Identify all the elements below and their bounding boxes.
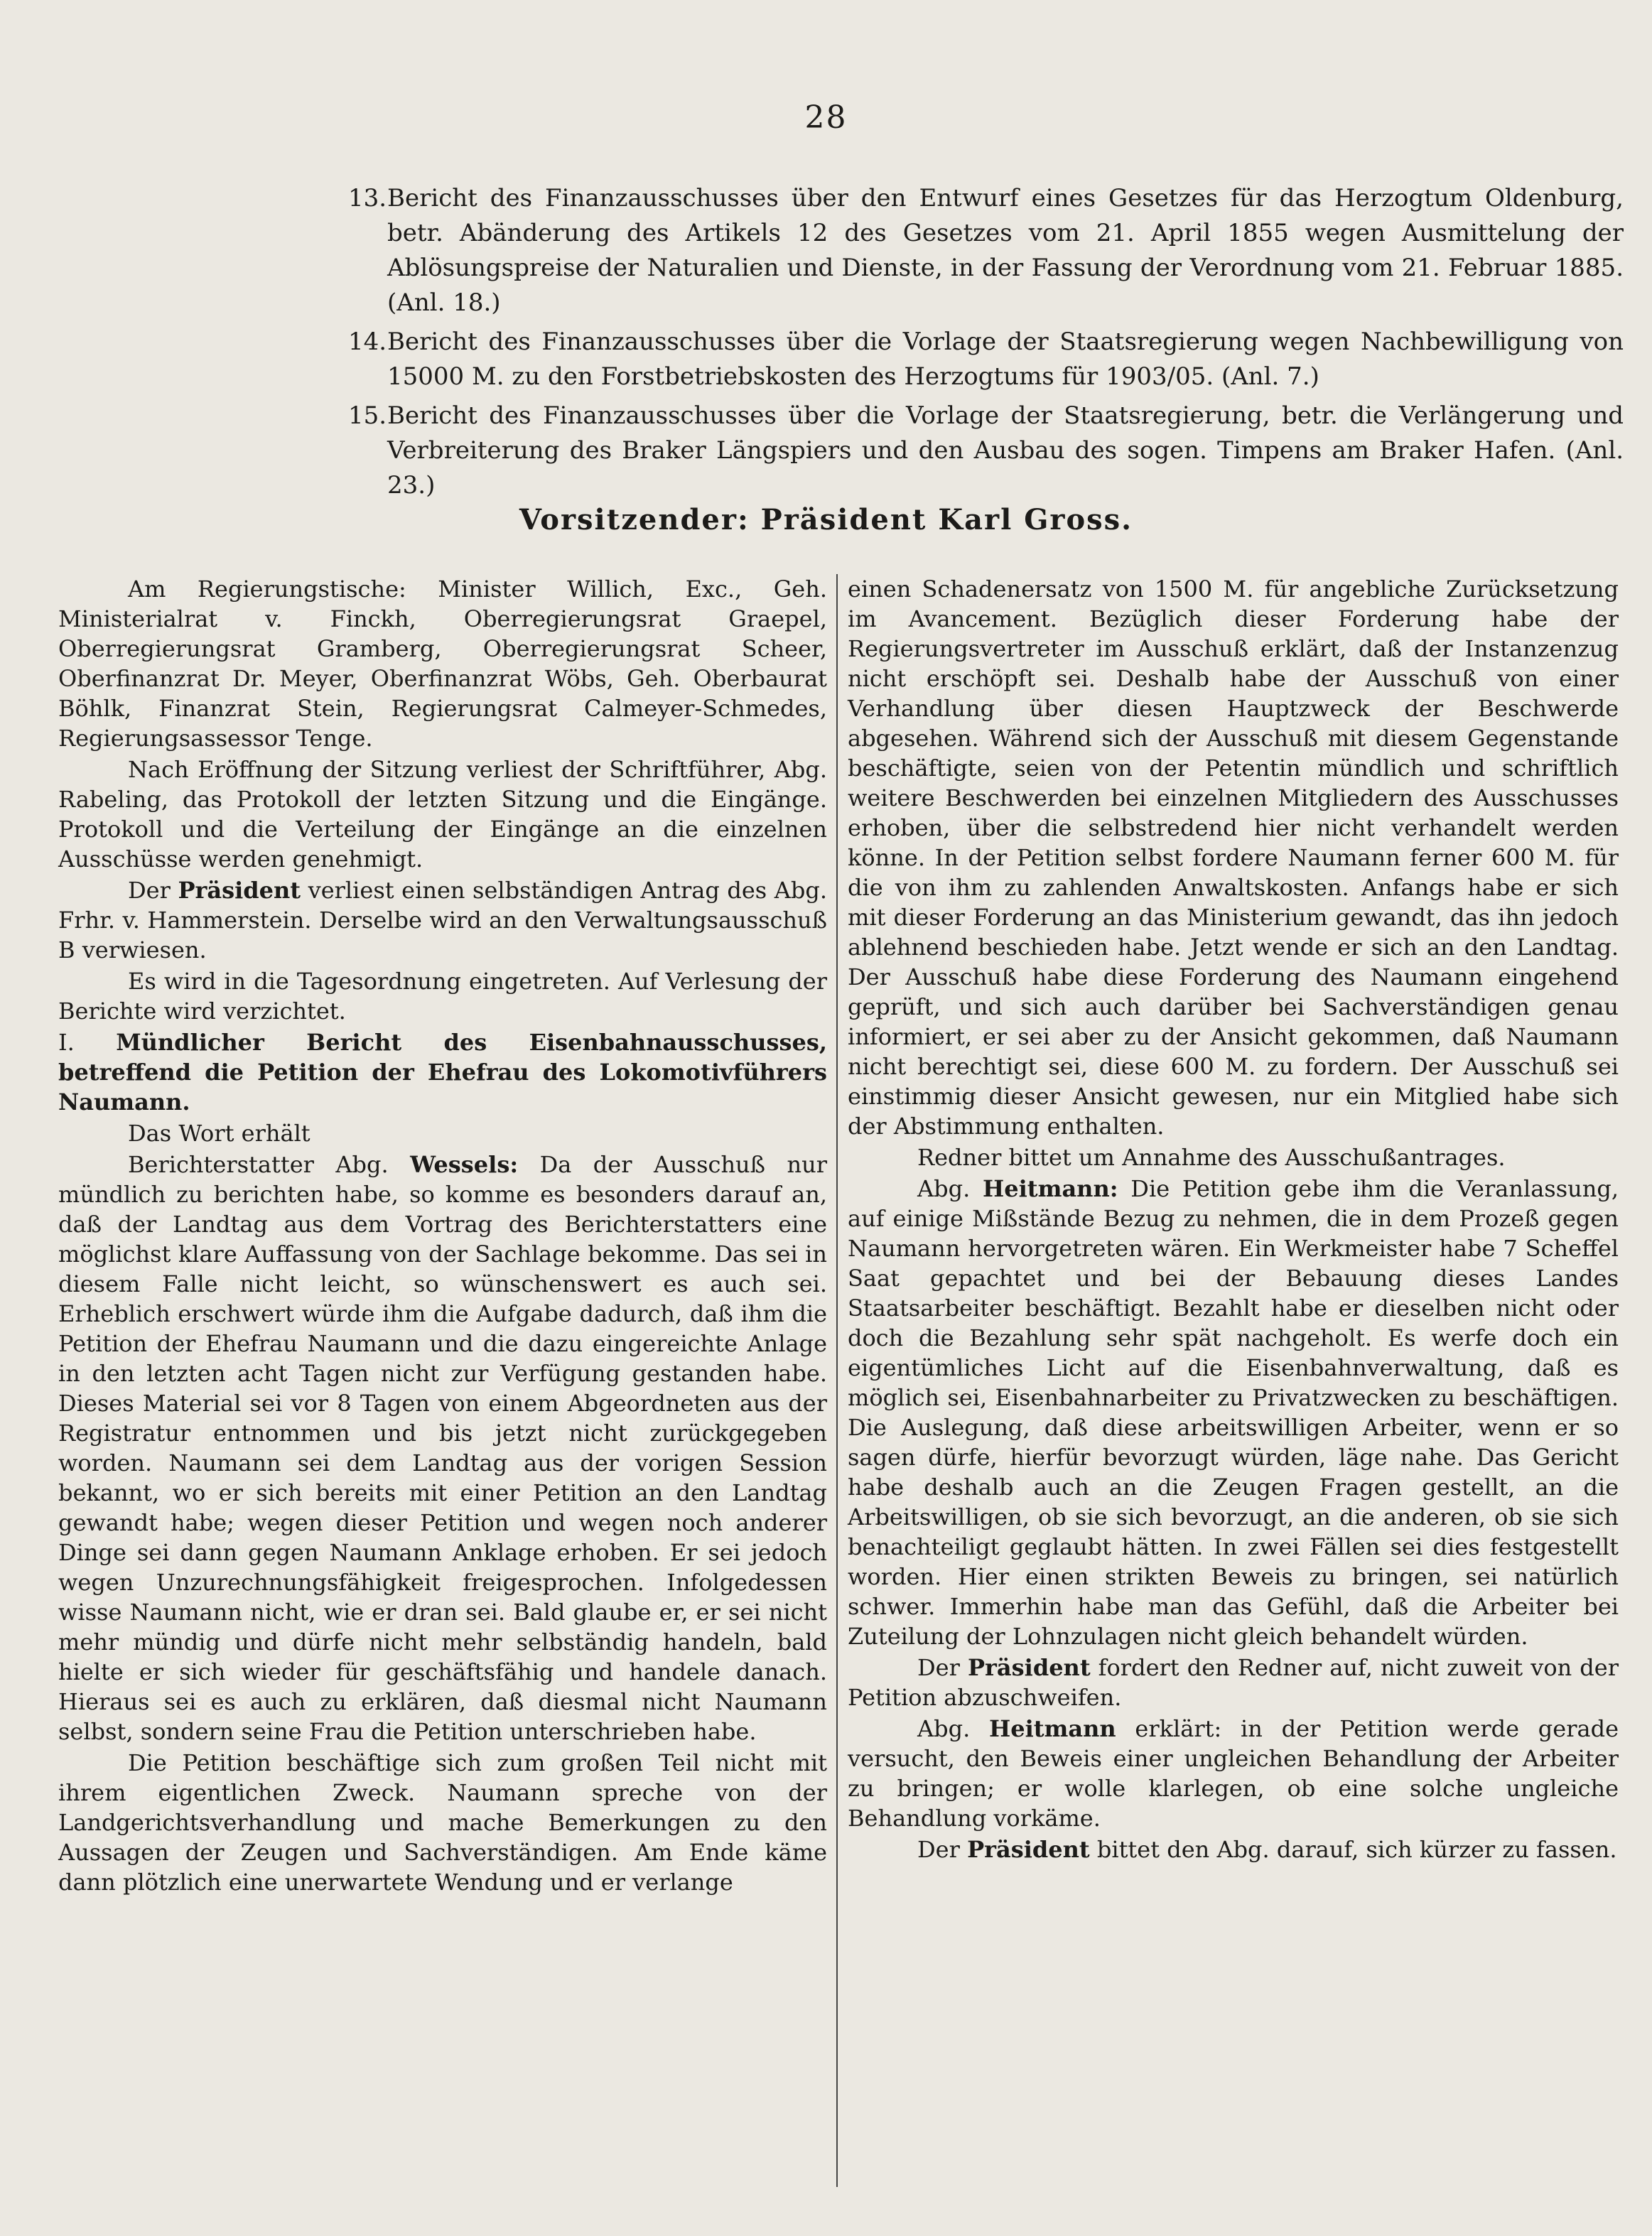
petition-paragraph: Die Petition beschäftige sich zum großen Teil nicht mit ihrem eigentlichen Zweck. Naumann spreche von der Landgerichtsverhandlung und mache Bemerkungen zu den Aussagen der Zeugen und Sachverständigen. Am Ende käme dann plötzlich eine unerwartete Wendung und er verlange [58,1749,827,1896]
speaker-name: Heitmann: [983,1175,1118,1202]
column-divider [836,574,838,2187]
agenda-item-number: 15. [348,401,387,430]
speaker-name: Präsident [178,877,301,904]
chair-heading: Vorsitzender: Präsident Karl Gross. [519,503,1133,536]
left-column [58,574,827,1899]
agenda-item-number: 13. [348,184,387,212]
opening-paragraph: Nach Eröffnung der Sitzung verliest der Schriftführer, Abg. Rabeling, das Protokoll der letzten Sitzung und die Eingänge. Protokoll und die Verteilung der Eingänge an die einzelnen Ausschüsse werden genehmigt. [58,756,827,873]
agenda-entry-paragraph: Es wird in die Tagesordnung eingetreten. Auf Verlesung der Berichte wird verzichtet. [58,968,827,1025]
right-column [848,574,1619,1866]
president-closing-paragraph: Der Präsident bittet den Abg. darauf, sich kürzer zu fassen. [917,1836,1617,1863]
agenda-item-text: Bericht des Finanzausschusses über die Vorlage der Staatsregierung, betr. die Verlängerung und Verbreiterung des Braker Längspiers und den Ausbau des sogen. Timpens am Braker Hafen. (Anl. 23.) [387,401,1624,499]
section-heading: I. Mündlicher Bericht des Eisenbahnausschusses, betreffend die Petition der Ehefrau des Lokomotivführers Naumann. [58,1029,828,1116]
speaker-name: Präsident [967,1836,1090,1863]
agenda-item [348,399,1624,503]
agenda-item [348,181,1624,320]
speaker-name: Wessels: [410,1151,519,1178]
government-table-paragraph: Am Regierungstische: Minister Willich, Exc., Geh. Ministerialrat v. Finckh, Oberregierungsrat Graepel, Oberregierungsrat Gramberg, Oberregierungsrat Scheer, Oberfinanzrat Dr. Meyer, Oberfinanzrat Wöbs, Geh. Oberbaurat Böhlk, Finanzrat Stein, Regierungsrat Calmeyer-Schmedes, Regierungsassessor Tenge. [58,576,827,752]
agenda-item [348,325,1624,394]
floor-given-paragraph: Das Wort erhält [128,1120,311,1147]
agenda-item-text: Bericht des Finanzausschusses über den Entwurf eines Gesetzes für das Herzogtum Oldenburg, betr. Abänderung des Artikels 12 des Gesetzes vom 21. April 1855 wegen Ausmittelung der Ablösungspreise der Naturalien und Dienste, in der Fassung der Verordnung vom 21. Februar 1885. (Anl. 18.) [387,184,1624,317]
agenda-list [348,181,1624,507]
heitmann-speech-paragraph: Abg. Heitmann: Die Petition gebe ihm die Veranlassung, auf einige Mißstände Bezug zu nehmen, die in dem Prozeß gegen Naumann hervorgetreten wären. Ein Werkmeister habe 7 Scheffel Saat gepachtet und bei der Bebauung dieses Landes Staatsarbeiter beschäftigt. Bezahlt habe er dieselben nicht oder doch die Bezahlung sehr spät nachgeholt. Es werfe doch ein eigentümliches Licht auf die Eisenbahnverwaltung, daß es möglich sei, Eisenbahnarbeiter zu Privatzwecken zu beschäftigen. Die Auslegung, daß diese arbeitswilligen Arbeiter, wenn er so sagen dürfe, hierfür bevorzugt würden, läge nahe. Das Gericht habe deshalb auch an die Zeugen Fragen gestellt, an die Arbeitswilligen, ob sie sich bevorzugt, an die anderen, ob sie sich benachteiligt geglaubt hätten. In zwei Fällen sei dies festgestellt worden. Hier einen strikten Beweis zu bringen, sei natürlich schwer. Immerhin habe man das Gefühl, daß die Arbeiter bei Zuteilung der Lohnzulagen nicht gleich behandelt würden. [848,1175,1619,1650]
president-motion-paragraph: Der Präsident verliest einen selbständigen Antrag des Abg. Frhr. v. Hammerstein. Derselbe wird an den Verwaltungsausschuß B verwiesen. [58,877,828,963]
agenda-item-number: 14. [348,328,387,356]
rapporteur-paragraph: Berichterstatter Abg. Wessels: Da der Ausschuß nur mündlich zu berichten habe, so komme es besonders darauf an, daß der Landtag aus dem Vortrag des Berichterstatters eine möglichst klare Auffassung von der Sachlage bekomme. Das sei in diesem Falle nicht leicht, so wünschenswert es auch sei. Erheblich erschwert würde ihm die Aufgabe dadurch, daß ihm die Petition der Ehefrau Naumann und die dazu eingereichte Anlage in den letzten acht Tagen nicht zur Verfügung gestanden habe. Dieses Material sei vor 8 Tagen von einem Abgeordneten aus der Registratur entnommen und bis jetzt nicht zurückgegeben worden. Naumann sei dem Landtag aus der vorigen Session bekannt, wo er sich bereits mit einer Petition an den Landtag gewandt habe; wegen dieser Petition und wegen noch anderer Dinge sei dann gegen Naumann Anklage erhoben. Er sei jedoch wegen Unzurechnungsfähigkeit freigesprochen. Infolgedessen wisse Naumann nicht, wie er dran sei. Bald glaube er, er sei nicht mehr mündig und dürfe nicht mehr selbständig handeln, bald hielte er sich wieder für geschäftsfähig und handele danach. Hieraus sei es auch zu erklären, daß diesmal nicht Naumann selbst, sondern seine Frau die Petition unterschrieben habe. [58,1151,827,1745]
speaker-name: Präsident [967,1654,1091,1681]
heitmann-reply-paragraph: Abg. Heitmann erklärt: in der Petition werde gerade versucht, den Beweis einer ungleichen Behandlung der Arbeiter zu bringen; er wolle klarlegen, ob eine solche ungleiche Behandlung vorkäme. [848,1715,1619,1832]
speaker-name: Heitmann [989,1715,1116,1742]
continuation-paragraph: einen Schadenersatz von 1500 M. für angebliche Zurücksetzung im Avancement. Bezüglich dieser Forderung habe der Regierungsvertreter im Ausschuß erklärt, daß der Instanzenzug nicht erschöpft sei. Deshalb habe der Ausschuß von einer Verhandlung über diesen Hauptzweck der Beschwerde abgesehen. Während sich der Ausschuß mit diesem Gegenstande beschäftigte, seien von der Petentin mündlich und schriftlich weitere Beschwerden bei einzelnen Mitgliedern des Ausschusses erhoben, über die selbstredend hier nicht verhandelt werden könne. In der Petition selbst fordere Naumann ferner 600 M. für die von ihm zu zahlenden Anwaltskosten. Anfangs habe er sich mit dieser Forderung an das Ministerium gewandt, das ihn jedoch ablehnend beschieden habe. Jetzt wende er sich an den Landtag. Der Ausschuß habe diese Forderung des Naumann eingehend geprüft, und sich auch darüber bei Sachverständigen genau informiert, er sei aber zu der Ansicht gekommen, daß Naumann nicht berechtigt sei, diese 600 M. zu fordern. Der Ausschuß sei einstimmig dieser Ansicht gewesen, nur ein Mitglied habe sich der Abstimmung enthalten. [848,576,1619,1140]
president-interjection-paragraph: Der Präsident fordert den Redner auf, nicht zuweit von der Petition abzuschweifen. [848,1654,1619,1711]
page-number: 28 [804,99,848,136]
motion-request-paragraph: Redner bittet um Annahme des Ausschußantrages. [917,1144,1506,1171]
agenda-item-text: Bericht des Finanzausschusses über die Vorlage der Staatsregierung wegen Nachbewilligung von 15000 M. zu den Forstbetriebskosten des Herzogtums für 1903/05. (Anl. 7.) [387,328,1624,391]
